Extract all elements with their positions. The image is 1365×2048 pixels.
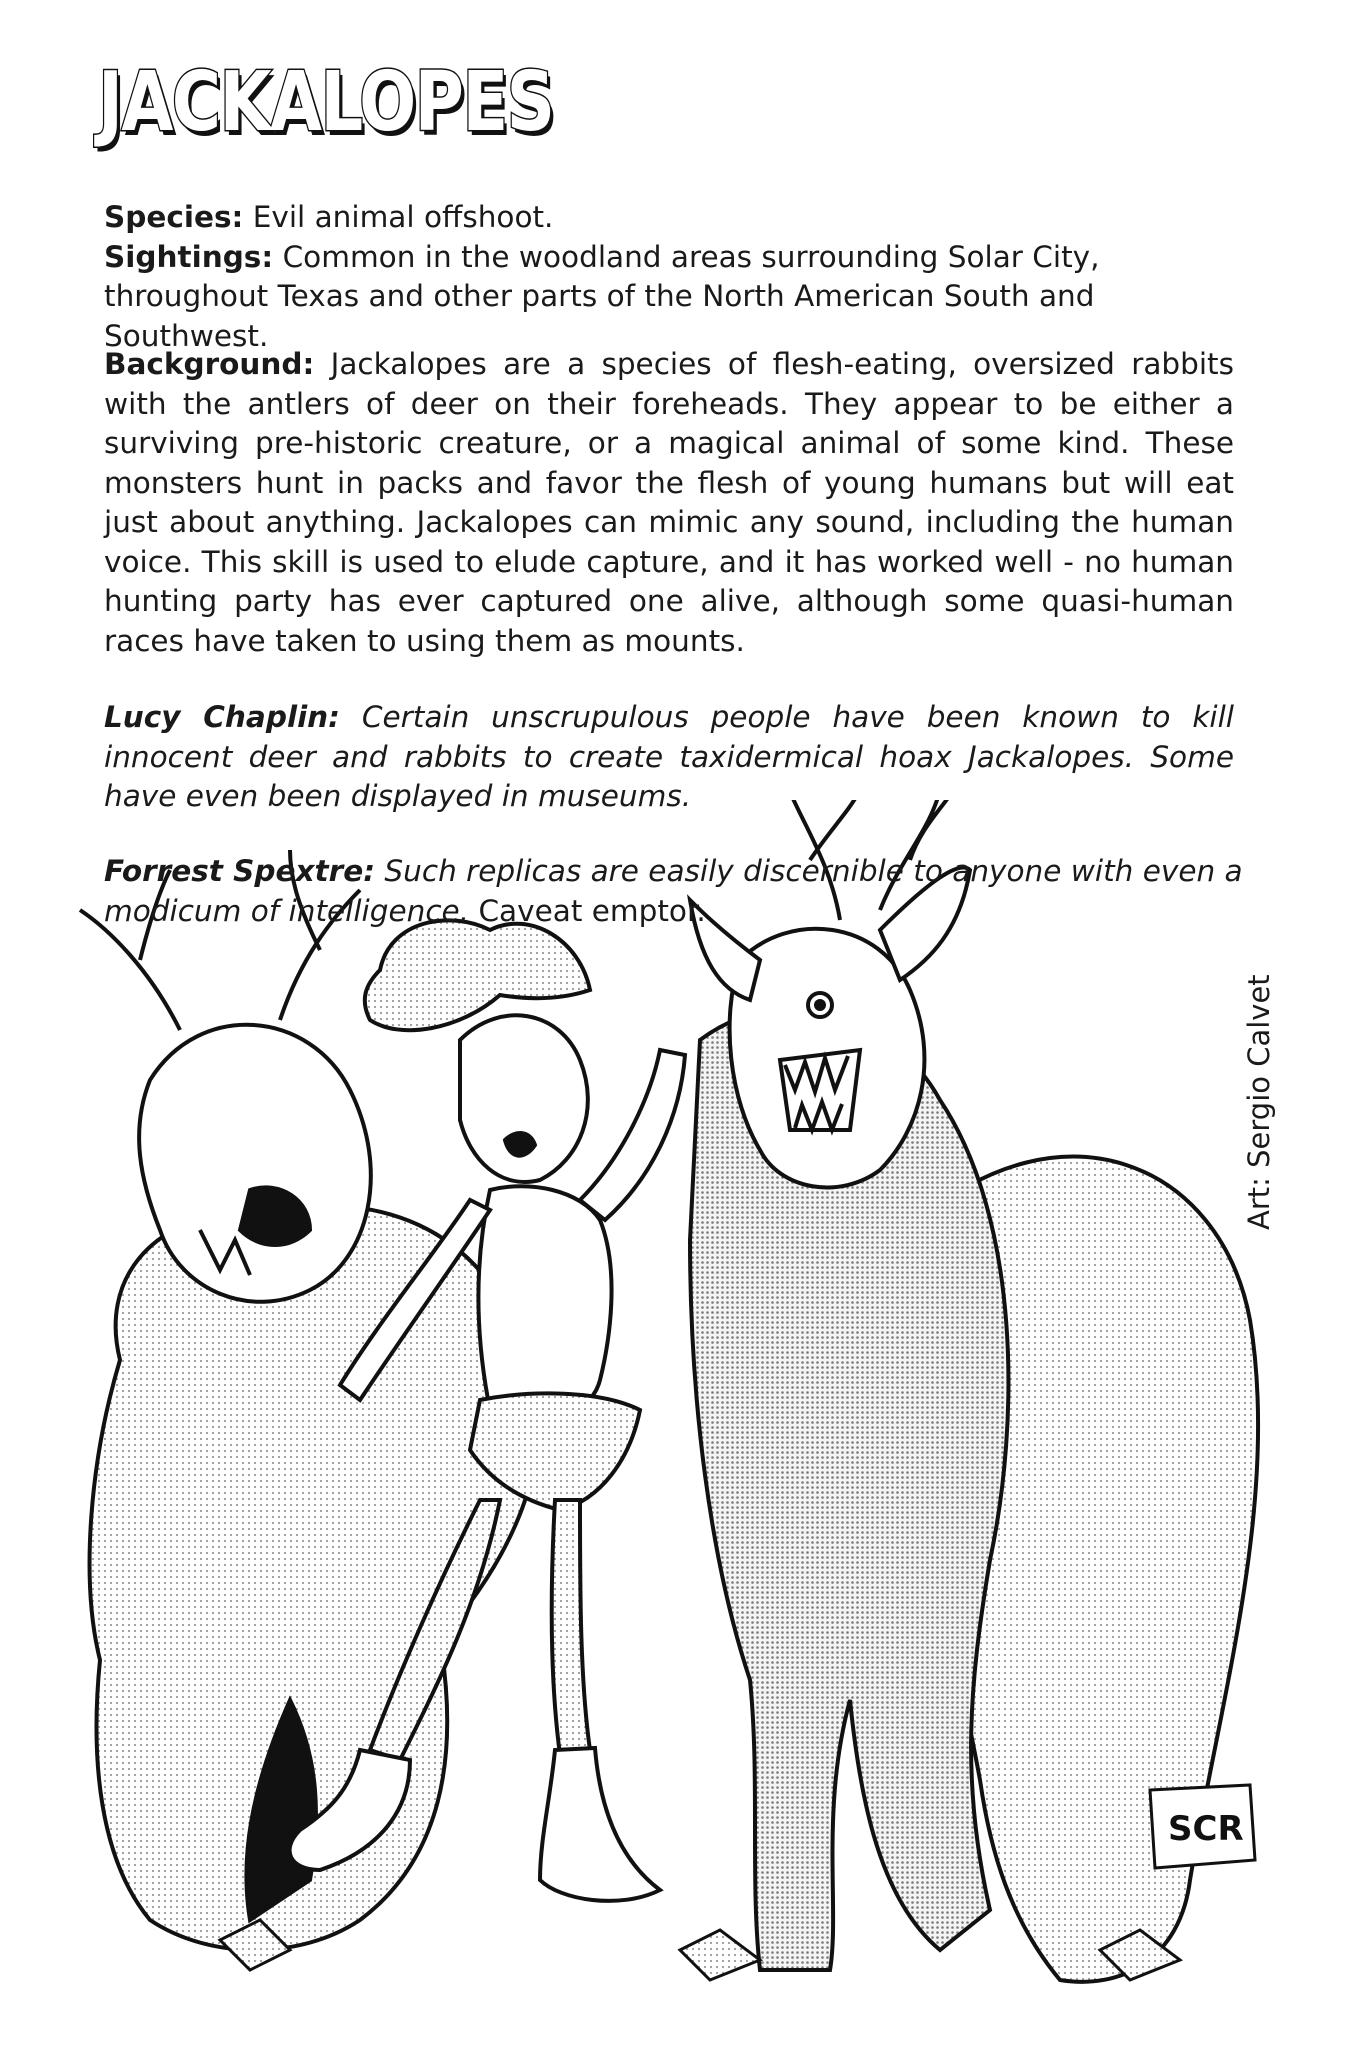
background-label: Background: (104, 347, 315, 381)
species-line (104, 198, 1234, 238)
page-title: JACKALOPES (98, 55, 554, 150)
forrest-value-italic: Such replicas are easily discernible to anyone with even a modicum of intelligence. (104, 854, 1243, 928)
lucy-quote (104, 698, 1234, 817)
art-credit: Art: Sergio Calvet (1242, 974, 1276, 1230)
species-label: Species: (104, 200, 244, 234)
lucy-label: Lucy Chaplin: (104, 700, 340, 734)
artist-signature (1150, 1785, 1255, 1868)
species-value: Evil animal offshoot. (252, 200, 554, 234)
sightings-value: Common in the woodland areas surrounding Solar City, throughout Texas and other parts of the North American South and Southwest. (104, 239, 1100, 353)
forrest-label: Forrest Spextre: (104, 854, 376, 888)
meta-section (104, 198, 1234, 356)
background-value: Jackalopes are a species of flesh-eating, oversized rabbits with the antlers of deer on their foreheads. They appear to be either a surviving pre-historic creature, or a magical animal of some kind. These monsters hunt in packs and favor the flesh of young humans but will eat just about anything. Jackalopes can mimic any sound, including the human voice. This skill is used to elude capture, and it has worked well - no human hunting party has ever captured one alive, although some quasi-human races have taken to using them as mounts. (104, 347, 1234, 658)
forrest-quote (104, 852, 1244, 931)
forrest-value-plain: Caveat emptor. (478, 893, 706, 928)
jackalope-illustration (60, 800, 1305, 2040)
cowboy-hat (365, 920, 590, 1030)
background-section (104, 345, 1234, 661)
signature-text: SCR (1168, 1809, 1244, 1849)
sightings-label: Sightings: (104, 239, 274, 274)
sightings-line (104, 238, 1234, 357)
lucy-value: Certain unscrupulous people have been known to kill innocent deer and rabbits to create taxidermical hoax Jackalopes. Some have even been displayed in museums. (104, 700, 1234, 813)
